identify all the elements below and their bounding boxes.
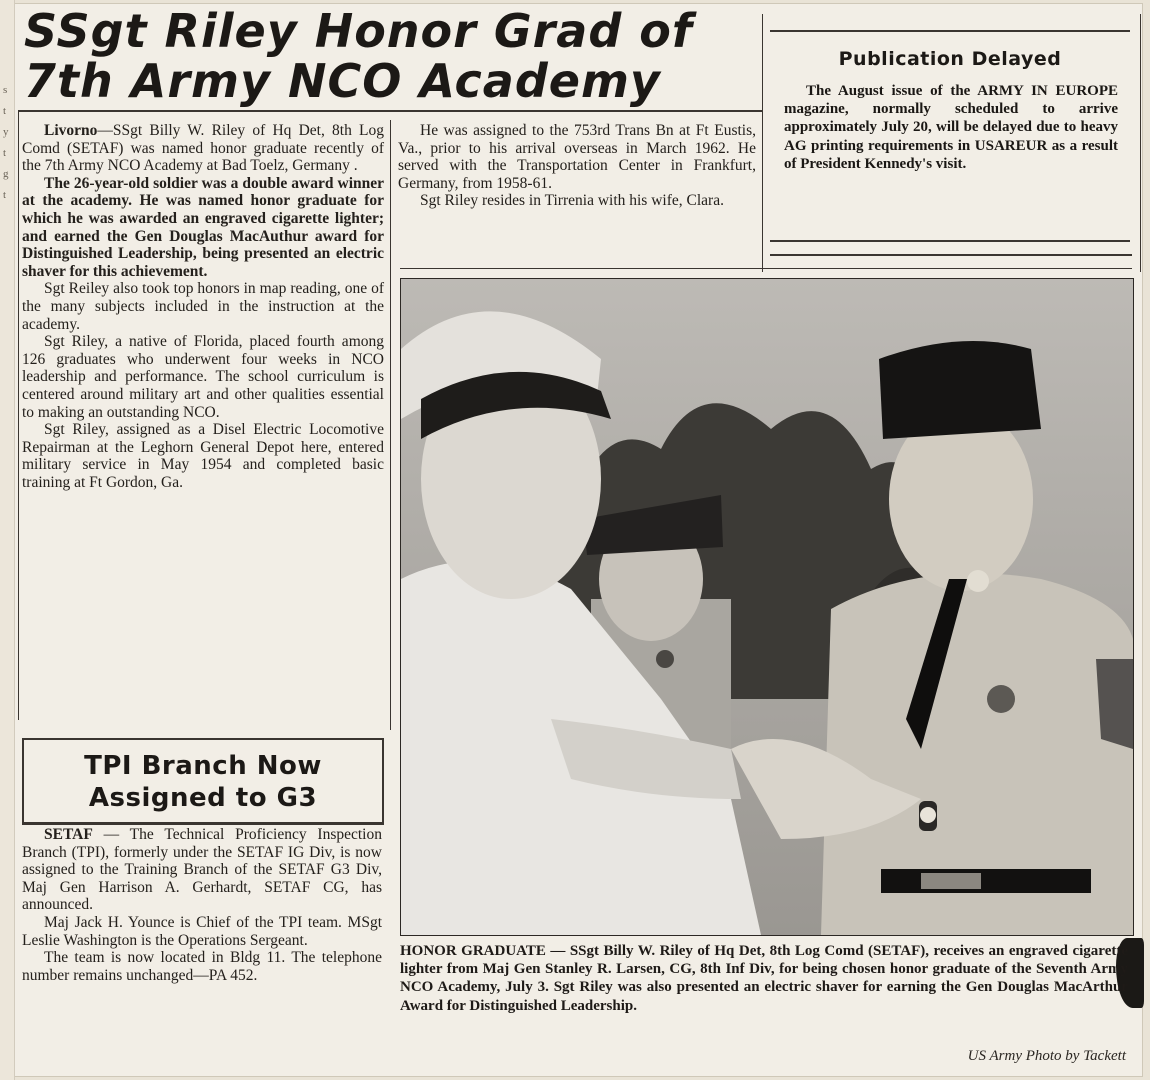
margin-fragment: g bbox=[3, 168, 9, 180]
article-paragraph: Sgt Reiley also took top honors in map reading, one of the many subjects included in the instruction at the academy. bbox=[22, 280, 384, 333]
article-paragraph bbox=[22, 826, 382, 914]
article-paragraph: Sgt Riley, assigned as a Disel Electric Locomotive Repairman at the Leghorn General Depot here, entered military service in May 1954 and completed basic training at Ft Gordon, Ga. bbox=[22, 421, 384, 491]
award-ceremony-photo bbox=[400, 278, 1134, 936]
photo-credit: US Army Photo by Tackett bbox=[967, 1048, 1126, 1064]
headline-line-2: 7th Army NCO Academy bbox=[24, 54, 661, 108]
dateline: Livorno bbox=[44, 122, 98, 139]
headline-line-1: SSgt Riley Honor Grad of bbox=[24, 4, 693, 58]
tpi-headline-box bbox=[22, 738, 384, 825]
article-paragraph bbox=[22, 122, 384, 175]
article-paragraph: Sgt Riley, a native of Florida, placed fourth among 126 graduates who underwent four weeks in NCO leadership and performance. The school curriculum is centered around military art and other qualities essential to making an outstanding NCO. bbox=[22, 333, 384, 421]
photo-caption: HONOR GRADUATE — SSgt Billy W. Riley of Hq Det, 8th Log Comd (SETAF), receives an engraved cigarette lighter from Maj Gen Stanley R. Larsen, CG, 8th Inf Div, for being chosen honor graduate of the Seventh Army NCO Academy, July 3. Sgt Riley was also presented an electric shaver for earning the Gen Douglas MacArthur Award for Distinguished Leadership. bbox=[400, 943, 1128, 1014]
adjacent-column-fragment bbox=[0, 0, 15, 1080]
margin-fragment: t bbox=[3, 105, 7, 117]
margin-fragment: t bbox=[3, 147, 7, 159]
column-rule bbox=[762, 14, 763, 272]
tpi-article bbox=[22, 826, 382, 984]
article-paragraph: Sgt Riley resides in Tirrenia with his wife, Clara. bbox=[420, 192, 724, 210]
margin-fragment: s bbox=[3, 84, 8, 96]
margin-fragment: t bbox=[3, 189, 7, 201]
box-title: Publication Delayed bbox=[838, 48, 1062, 70]
tpi-headline bbox=[24, 750, 382, 814]
section-rule bbox=[400, 268, 1132, 269]
headline bbox=[24, 6, 764, 106]
tpi-headline-line-1: TPI Branch Now bbox=[84, 751, 322, 781]
publication-delayed-box bbox=[770, 30, 1130, 242]
headline-rule bbox=[18, 110, 762, 112]
margin-fragment: y bbox=[3, 126, 9, 138]
dateline: SETAF bbox=[44, 826, 93, 843]
column-rule bbox=[1140, 14, 1141, 272]
paragraph-text: —SSgt Billy W. Riley of Hq Det, 8th Log Comd (SETAF) was named honor graduate recently of the 7th Army NCO Academy at Bad Toelz, Germany . bbox=[22, 122, 384, 175]
section-rule bbox=[770, 254, 1132, 256]
column-rule bbox=[390, 120, 391, 730]
article-paragraph: He was assigned to the 753rd Trans Bn at Ft Eustis, Va., prior to his arrival overseas in March 1962. He served with the Transportation Center in Frankfurt, Germany, from 1958-61. bbox=[398, 122, 756, 192]
article-paragraph: The team is now located in Bldg 11. The telephone number remains unchanged—PA 452. bbox=[22, 949, 382, 984]
tpi-headline-line-2: Assigned to G3 bbox=[88, 783, 318, 813]
article-paragraph: Maj Jack H. Younce is Chief of the TPI team. MSgt Leslie Washington is the Operations Sergeant. bbox=[22, 913, 382, 949]
box-body: The August issue of the ARMY IN EUROPE magazine, normally scheduled to arrive approximately July 20, will be delayed due to heavy AG printing requirements in USAREUR as a result of President Kennedy's visit. bbox=[784, 83, 1118, 172]
photo-illustration bbox=[401, 279, 1133, 935]
article-paragraph: The 26-year-old soldier was a double award winner at the academy. He was named honor graduate for which he was awarded an engraved cigarette lighter; and earned the Gen Douglas MacAuthur award for Distinguished Leadership, being presented an electric shaver for this achievement. bbox=[22, 174, 384, 280]
column-rule bbox=[18, 110, 19, 720]
article-column-1 bbox=[22, 122, 384, 491]
paragraph-text: — The Technical Proficiency Inspection Branch (TPI), formerly under the SETAF IG Div, is now assigned to the Training Branch of the SETAF G3 Div, Maj Gen Harrison A. Gerhardt, SETAF CG, has announced. bbox=[22, 826, 382, 914]
article-column-2 bbox=[398, 122, 756, 210]
